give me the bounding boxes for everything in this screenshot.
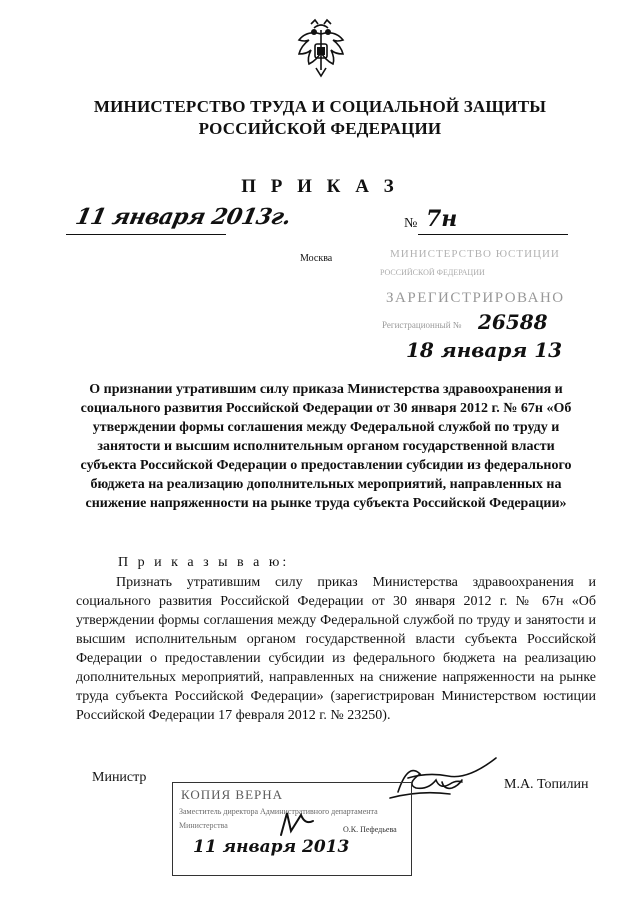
minister-name: М.А. Топилин [504, 777, 589, 792]
ministry-name [60, 96, 580, 140]
order-number-label: № [404, 216, 418, 231]
prikazyvayu-label: П р и к а з ы в а ю: [118, 555, 290, 570]
copy-certified-stamp [172, 782, 412, 876]
date-underline [66, 234, 226, 235]
copy-stamp-name: О.К. Пефедьева [343, 825, 397, 834]
order-number-handwritten: 7н [426, 206, 458, 232]
reg-stamp-line-2: РОССИЙСКОЙ ФЕДЕРАЦИИ [380, 268, 485, 277]
registration-stamp [380, 240, 580, 370]
copy-stamp-title: КОПИЯ ВЕРНА [181, 787, 284, 802]
reg-stamp-line-4: Регистрационный № [382, 320, 462, 330]
order-date-handwritten: 11 января 2013г. [73, 204, 294, 230]
ministry-line-1: МИНИСТЕРСТВО ТРУДА И СОЦИАЛЬНОЙ ЗАЩИТЫ [93, 97, 547, 116]
copy-stamp-department: Заместитель директора Административного департамента [179, 807, 378, 816]
city-label: Москва [300, 253, 333, 264]
minister-title: Министр [92, 770, 147, 785]
ministry-line-2: РОССИЙСКОЙ ФЕДЕРАЦИИ [198, 119, 442, 138]
copy-stamp-initials-icon [277, 809, 317, 839]
order-subject: О признании утратившим силу приказа Министерства здравоохранения и социального развития Российской Федерации от 30 января 2012 г. № 67н «Об утверждении формы соглашения между Федеральной службой по труду и занятости и высшим исполнительным органом государственной власти субъекта Российской Федерации о предоставлении субсидии из федерального бюджета на реализацию дополнительных мероприятий, направленных на снижение напряженности на рынке труда субъекта Российской Федерации» [80, 382, 572, 511]
coat-of-arms-icon [296, 18, 346, 80]
copy-stamp-date: 11 января 2013 [193, 837, 350, 857]
document-title: П Р И К А З [241, 176, 399, 197]
registration-date: 18 января 13 [406, 338, 563, 362]
registration-number: 26588 [478, 310, 548, 334]
order-paragraph: Признать утратившим силу приказ Министерства здравоохранения и социального развития Российской Федерации от 30 января 2012 г. № 67н «Об утверждении формы соглашения между Федеральной службой по труду и занятости и высшим исполнительным органом государственной власти субъекта Российской Федерации о предоставлении субсидии из федерального бюджета на реализацию дополнительных мероприятий, направленных на снижение напряженности на рынке труда субъекта Российской Федерации» (зарегистрирован Министерством юстиции Российской Федерации 17 февраля 2012 г. № 23250). [76, 575, 596, 723]
number-underline [418, 234, 568, 235]
reg-stamp-line-1: МИНИСТЕРСТВО ЮСТИЦИИ [390, 248, 560, 260]
copy-stamp-department-2: Министерства [179, 821, 228, 830]
reg-stamp-line-3: ЗАРЕГИСТРИРОВАНО [386, 290, 565, 306]
